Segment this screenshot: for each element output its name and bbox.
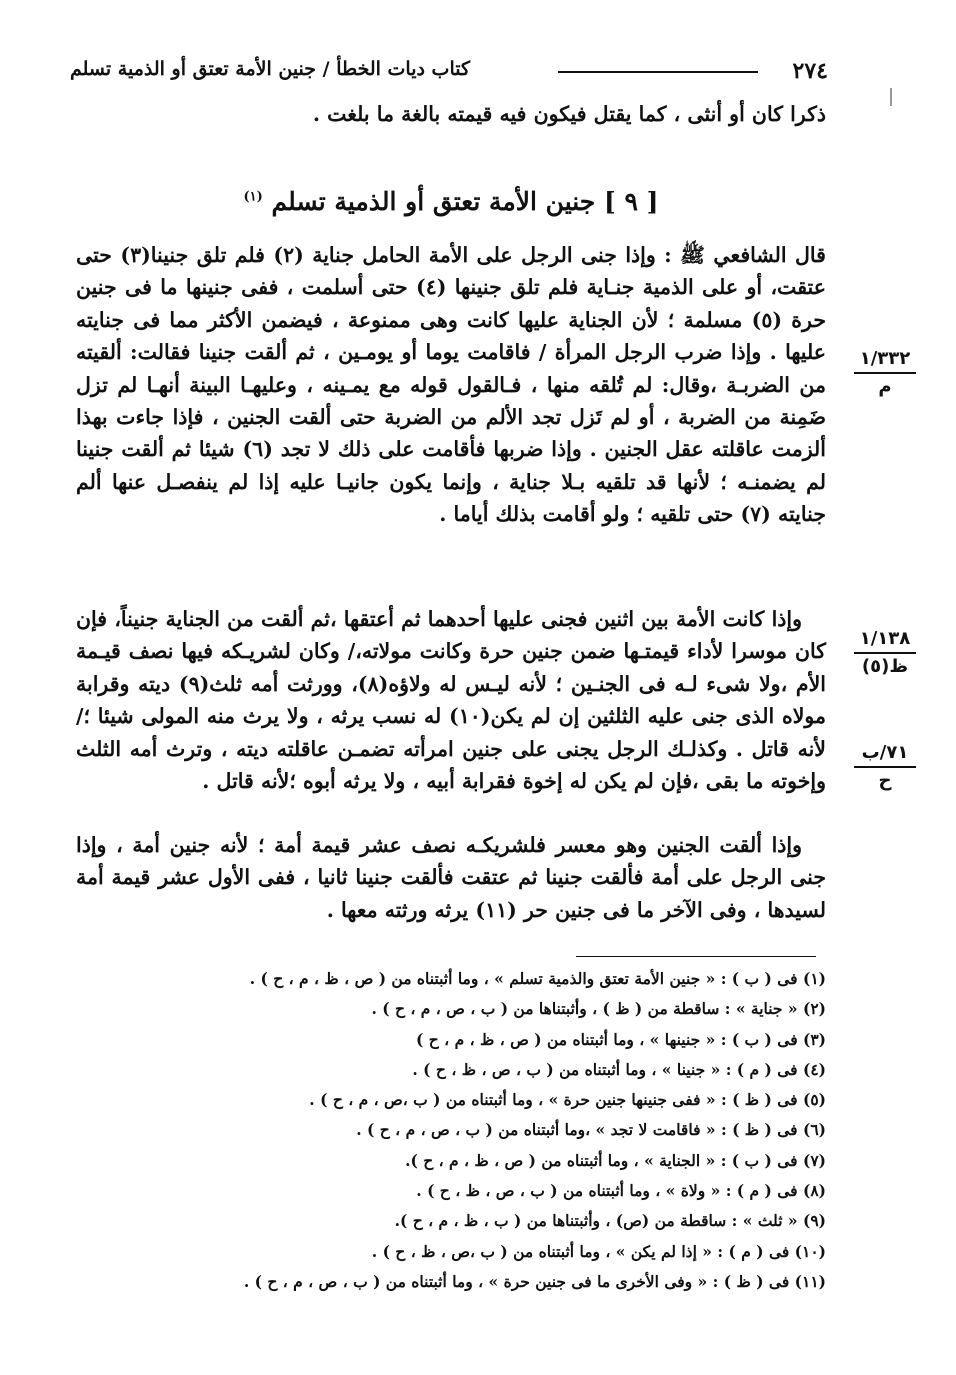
footnote: (٧) فى ( ب ) : « الجناية » ، وما أثبتناه من ( ص ، ظ ، م ، ح ).: [405, 1150, 826, 1170]
header-title: كتاب ديات الخطأ / جنين الأمة تعتق أو الذمية تسلم: [70, 58, 471, 80]
margin-ref-2-page: ١/١٣٨: [854, 628, 916, 654]
section-footnote-ref: (١): [243, 189, 263, 205]
paragraph-2-text: وإذا كانت الأمة بين اثنين فجنى عليها أحدهما ثم أعتقها ،ثم ألقت من الجناية جنيناً، فإن كان موسرا لأداء قيمتـها ضمن جنين حرة وكانت مولاته،/ وكان لشريـكه فيها نصف قيـمة الأم ،ولا شىء لـه فى الجنـين ؛ لأنه ليـس له ولاؤه(٨)، وورثت أمه ثلث(٩) ديته وقرابة مولاه الذى جنى عليه الثلثين إن لم يكن(١٠) له نسب يرثه ، ولا يرث منه المولى شيئا ؛/ لأنه قاتل . وكذلـك الرجل يجنى على جنين امرأته تضمـن عاقلته ديته ، وترث أمه الثلث وإخوته ما بقى ،فإن لم يكن له إخوة فقرابة أبيه ، ولا يرثه أبوه ؛لأنه قاتل .: [76, 607, 827, 794]
margin-ref-3: [854, 742, 916, 791]
margin-ref-2-ms: ظ(٥): [861, 656, 909, 677]
margin-ref-2: [854, 628, 916, 677]
footnote: (٣) فى ( ب ) : « جنينها » ، وما أثبتناه من ( ص ، ظ ، م ، ح ): [416, 1029, 826, 1049]
section-title: [76, 187, 826, 216]
margin-ref-3-page: ٧١/ب: [854, 742, 916, 768]
paragraph-1: [76, 239, 826, 531]
footnote: (٨) فى ( م ) : « ولاة » ، وما أثبتناه من ( ب ، ص ، ظ ، ح ) .: [416, 1181, 826, 1201]
scan-mark: [890, 88, 892, 106]
header-rule: [558, 71, 758, 73]
page-number: ٢٧٤: [792, 58, 828, 84]
footnote-separator: [576, 956, 816, 957]
margin-ref-3-ms: ح: [878, 770, 892, 791]
running-header: [70, 58, 828, 92]
footnote: (٤) فى ( م ) : « جنينا » ، وما أثبتناه من ( ب ، ص ، ظ ، ح ) .: [412, 1059, 826, 1079]
section-title-text: [ ٩ ] جنين الأمة تعتق أو الذمية تسلم: [271, 187, 659, 216]
continuation-text: [76, 98, 826, 130]
margin-ref-1: [854, 348, 916, 397]
footnote: (٢) « جناية » : ساقطة من ( ظ ) ، وأثبتناها من ( ب ، ص ، م ، ح ) .: [371, 999, 826, 1019]
paragraph-3-text: وإذا ألقت الجنين وهو معسر فلشريكـه نصف عشر قيمة أمة ؛ لأنه جنين أمة ، وإذا جنى الرجل على أمة فألقت جنينا ثم عتقت فألقت جنينا ثانيا ، ففى الأول عشر قيمة أمة لسيدها ، وفى الآخر ما فى جنين حر (١١) يرثه ورثته معها .: [76, 833, 826, 922]
footnote: (١٠) فى ( م ) : « إذا لم يكن » ، وما أثبتناه من ( ب ،ص ، ظ ، ح ) .: [371, 1241, 826, 1261]
paragraph-3: [76, 829, 826, 926]
footnote: (١) فى ( ب ) : « جنين الأمة تعتق والذمية تسلم » ، وما أثبتناه من ( ص ، ظ ، م ، ح ) .: [249, 969, 826, 988]
paragraph-2: [76, 603, 826, 797]
margin-ref-1-ms: م: [878, 376, 892, 397]
footnote: (٥) فى ( ظ ) : « ففى جنينها جنين حرة » ، وما أثبتناه من ( ب ،ص ، م ، ح ) .: [309, 1090, 826, 1110]
paragraph-1-text: قال الشافعي ﷺ : وإذا جنى الرجل على الأمة الحامل جناية (٢) فلم تلق جنينا(٣) حتى عتقت، أو على الذمية جنـاية فلم تلق جنينها (٤) حتى أسلمت ، ففى جنينها ما فى جنين حرة (٥) مسلمة ؛ لأن الجناية عليها كانت وهى ممنوعة ، فيضمن الأكثر مما فى جنايته عليها . وإذا ضرب الرجل المرأة / فاقامت يوما أو يومـين ، ثم ألقت جنينا فقالت: ألقيته من الضربـة ،وقال: لم تُلقه منها ، فـالقول قوله مع يمـينه ، وعليهـا البينة أنهـا لم تزل ضَمِنة من الضربة ، أو لم تَزل تجد الألم من الضربة حتى ألقت الجنين ، فإذا جاءت بهذا ألزمت عاقلته عقل الجنين . وإذا ضربها فأقامت على ذلك لا تجد (٦) شيئا ثم ألقت جنينا لم يضمنـه ؛ لأنها قد تلقيه بـلا جناية ، وإنما يكون جانيـا عليه إذا لم ينفصـل عنها ألم جنايته (٧) حتى تلقيه ؛ ولو أقامت بذلك أياما .: [76, 243, 826, 527]
margin-ref-1-page: ١/٣٣٢: [854, 348, 916, 374]
footnotes: [150, 964, 826, 1297]
footnote: (١١) فى ( ظ ) : « وفى الأخرى ما فى جنين حرة » ، وما أثبتناه من ( ب ، ص ، م ، ح ) .: [243, 1271, 826, 1291]
footnote: (٦) فى ( ظ ) : « فاقامت لا تجد » ،وما أثبتناه من ( ب ، ص ، م ، ح ) .: [356, 1120, 826, 1140]
continuation-line: ذكرا كان أو أنثى ، كما يقتل فيكون فيه قيمته بالغة ما بلغت .: [312, 102, 826, 126]
footnote: (٩) « ثلث » : ساقطة من (ص) ، وأثبتناها من ( ب ، ظ ، م ، ح ).: [394, 1211, 826, 1231]
